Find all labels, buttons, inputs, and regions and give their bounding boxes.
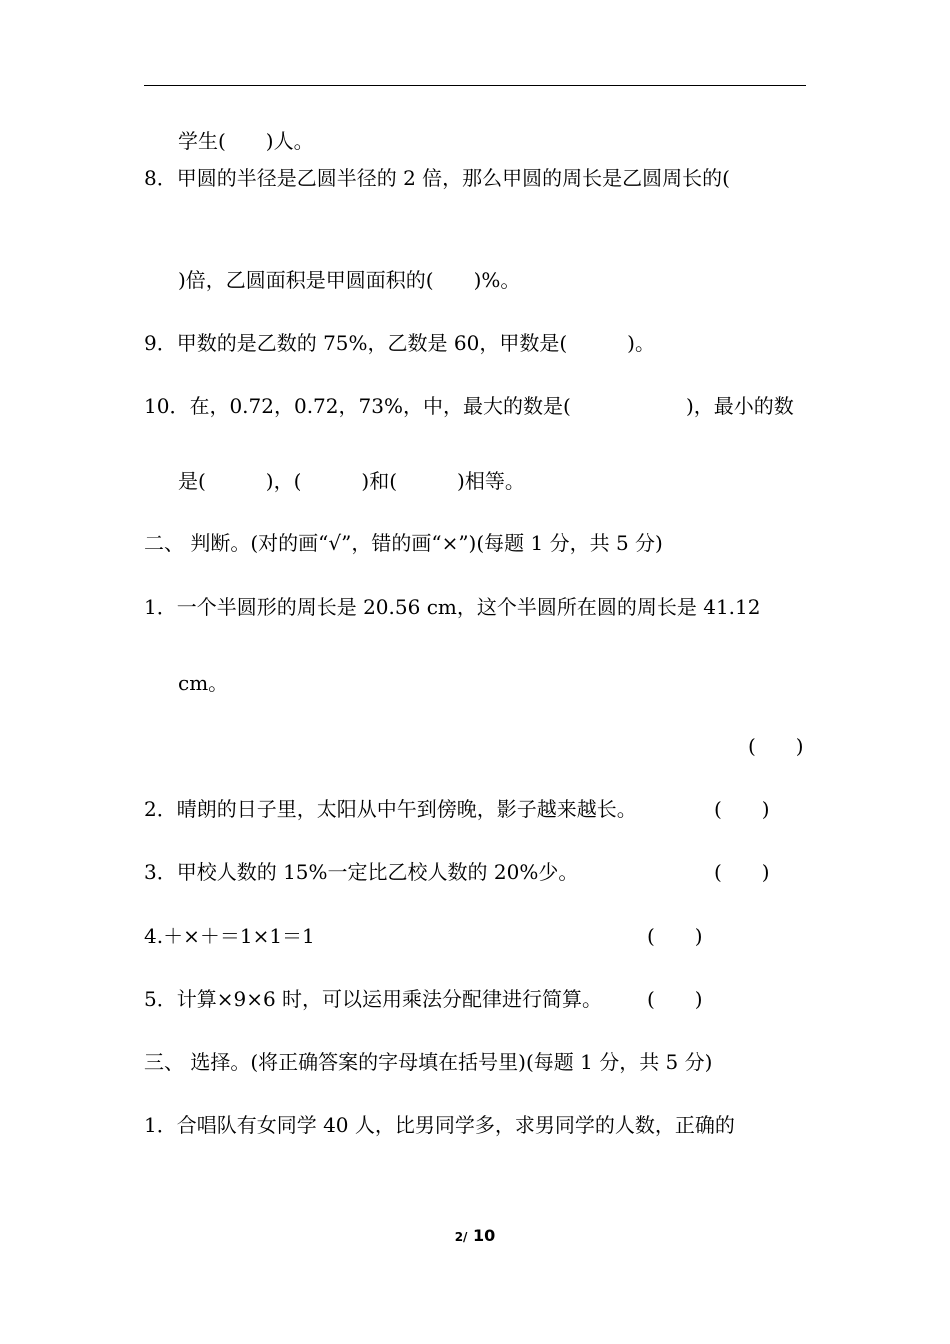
judge-4: 4.＋×＋＝1×1＝1 — [144, 924, 315, 948]
judge-2-answer-paren: ( ) — [714, 797, 770, 821]
question-10-line-1-right: )，最小的数 — [686, 394, 794, 418]
page-total: 10 — [473, 1226, 496, 1245]
question-10-line-1-left: 10．在，0.72，0.72，73%，中，最大的数是( — [144, 394, 571, 418]
judge-1-answer-paren: ( ) — [748, 734, 804, 758]
question-8-line-2: )倍，乙圆面积是甲圆面积的( )%。 — [178, 268, 521, 292]
page-current: 2/ — [454, 1230, 468, 1244]
q7-continuation: 学生( )人。 — [178, 129, 314, 153]
judge-1-line-1: 1．一个半圆形的周长是 20.56 cm，这个半圆所在圆的周长是 41.12 — [144, 595, 761, 619]
choice-1-line-1: 1．合唱队有女同学 40 人，比男同学多，求男同学的人数，正确的 — [144, 1113, 735, 1137]
question-10-line-2: 是( )，( )和( )相等。 — [178, 469, 525, 493]
judge-3: 3．甲校人数的 15%一定比乙校人数的 20%少。 — [144, 860, 579, 884]
judge-5: 5．计算×9×6 时，可以运用乘法分配律进行简算。 — [144, 987, 603, 1011]
question-8-line-1: 8．甲圆的半径是乙圆半径的 2 倍，那么甲圆的周长是乙圆周长的( — [144, 166, 730, 190]
judge-1-line-2: cm。 — [178, 671, 229, 695]
judge-4-answer-paren: ( ) — [647, 924, 703, 948]
section-2-heading: 二、 判断。(对的画“√”，错的画“×”)(每题 1 分，共 5 分) — [144, 531, 663, 555]
header-rule — [144, 85, 806, 86]
judge-3-answer-paren: ( ) — [714, 860, 770, 884]
section-3-heading: 三、 选择。(将正确答案的字母填在括号里)(每题 1 分，共 5 分) — [144, 1050, 713, 1074]
judge-2: 2．晴朗的日子里，太阳从中午到傍晚，影子越来越长。 — [144, 797, 637, 821]
page-number — [0, 1226, 950, 1245]
question-9: 9．甲数的是乙数的 75%，乙数是 60，甲数是( )。 — [144, 331, 655, 355]
judge-5-answer-paren: ( ) — [647, 987, 703, 1011]
